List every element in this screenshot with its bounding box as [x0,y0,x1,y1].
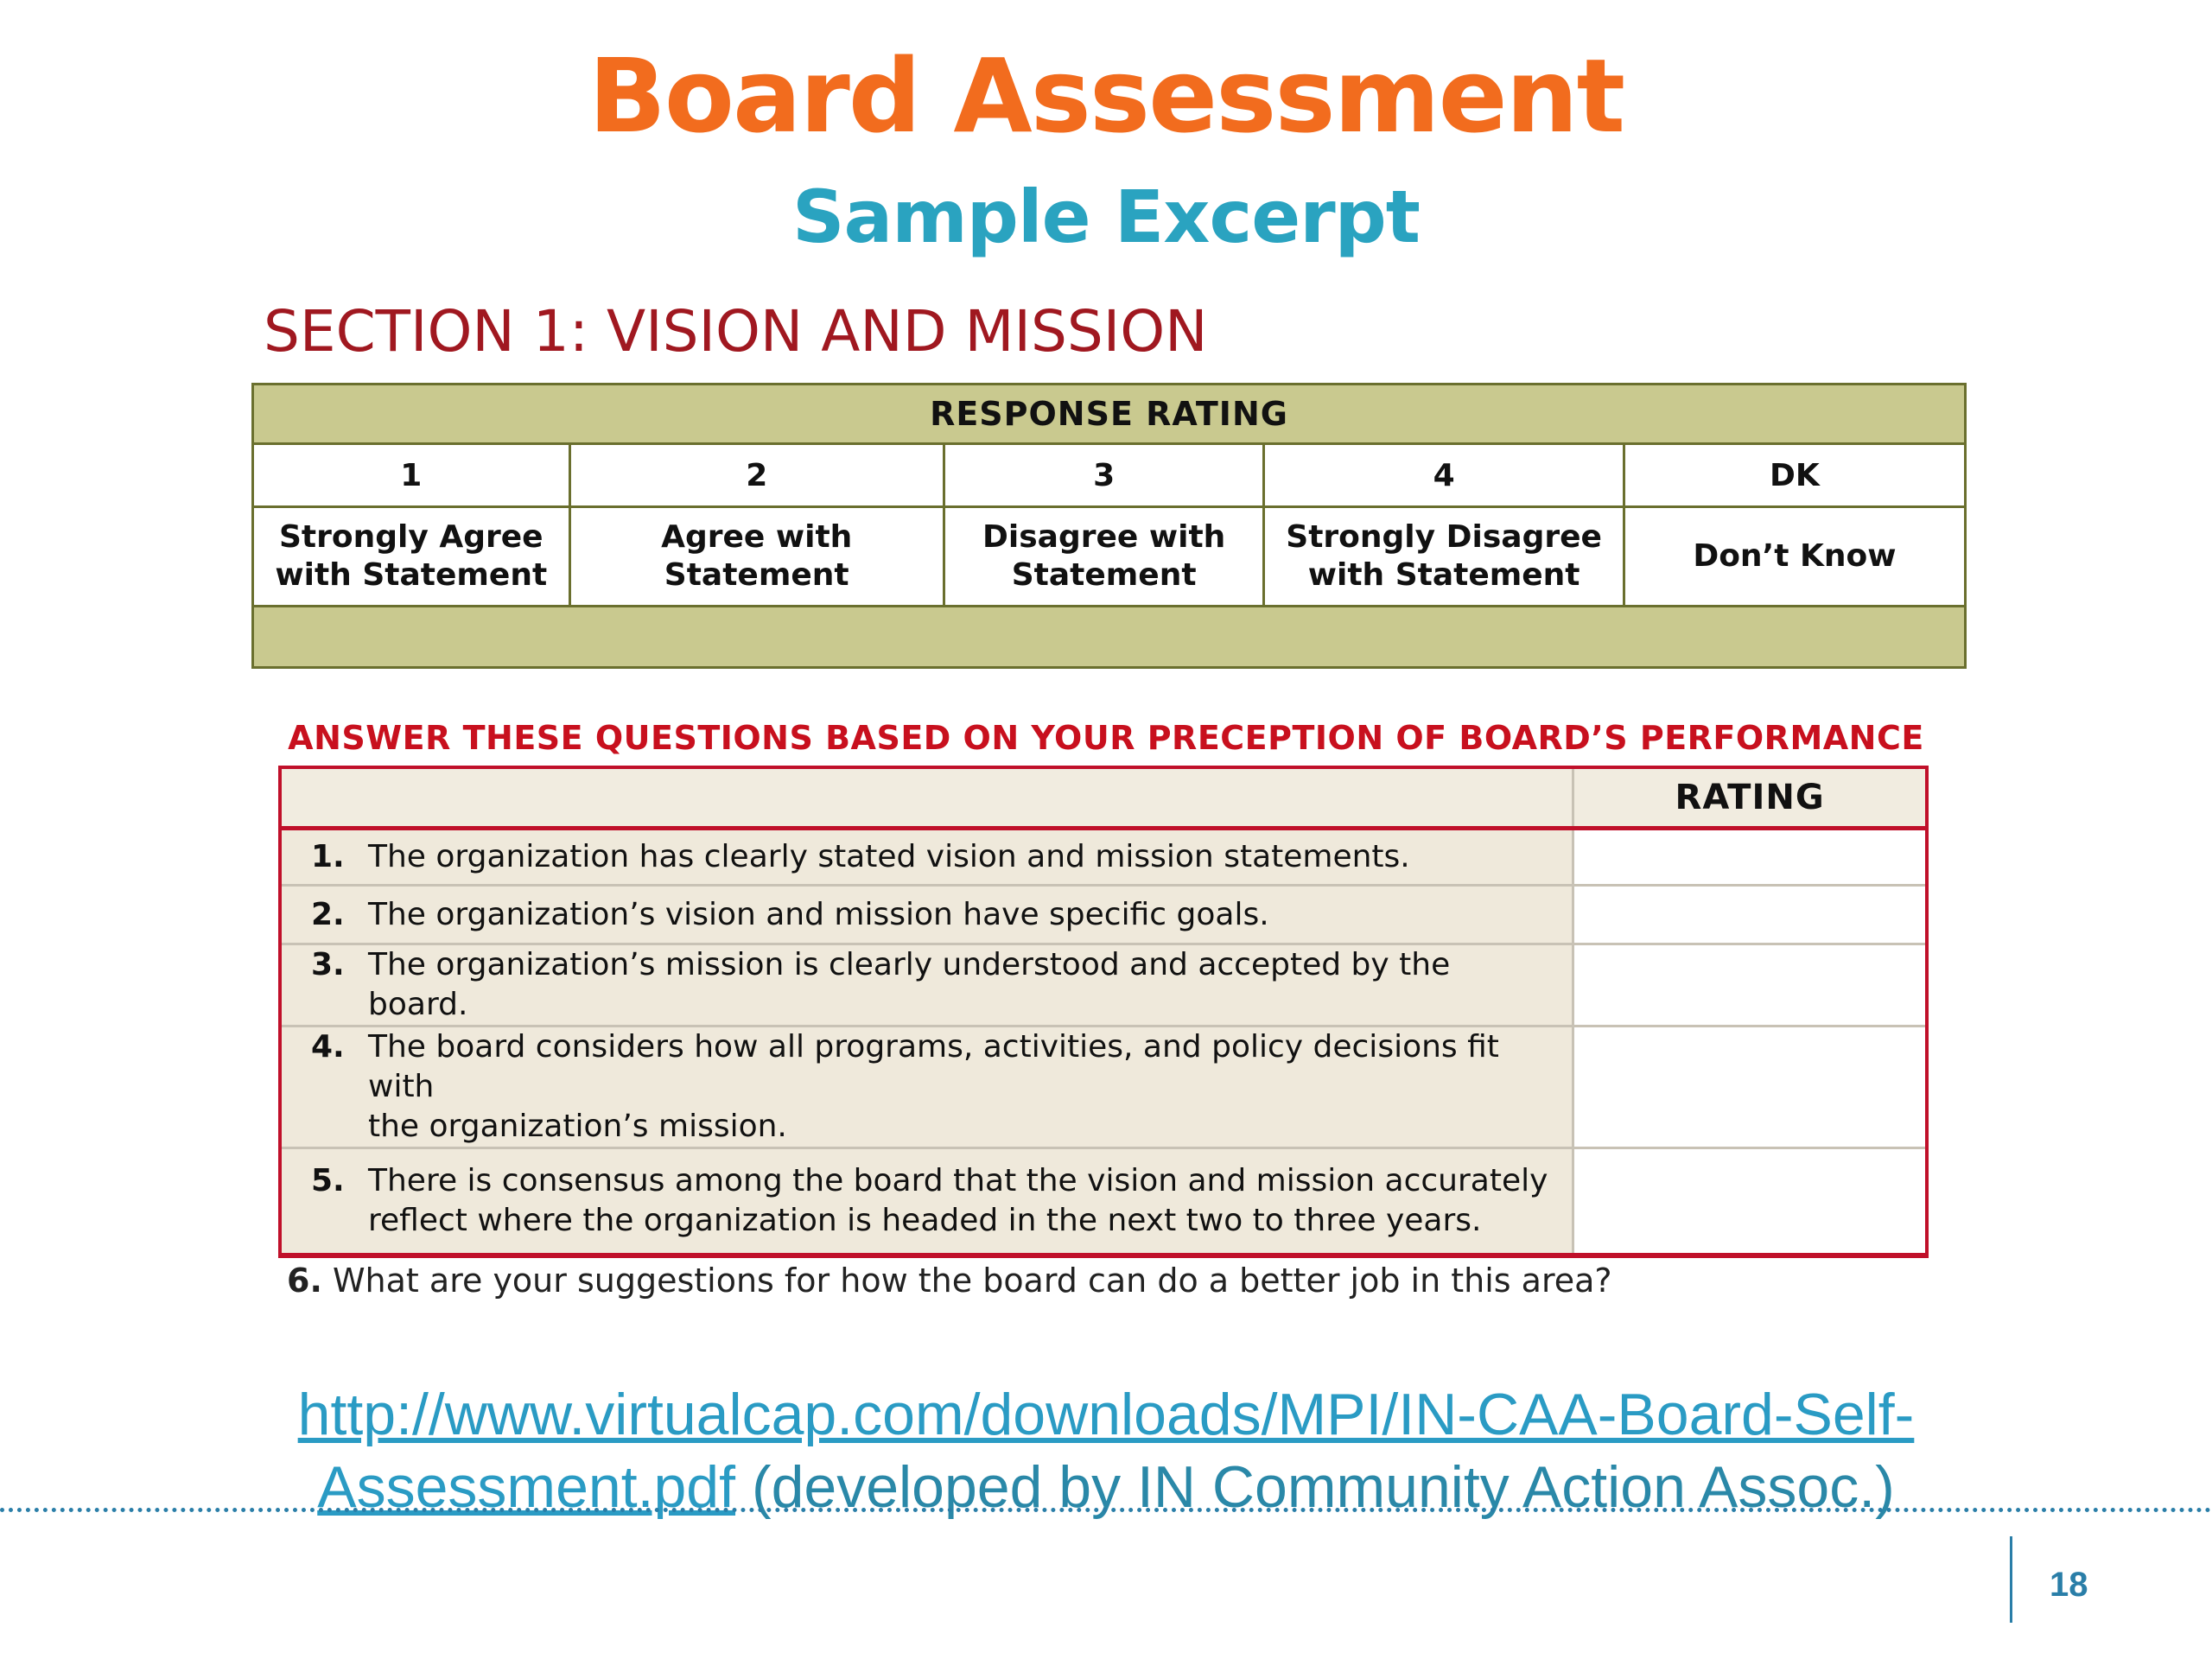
questions-instruction: ANSWER THESE QUESTIONS BASED ON YOUR PRECEPTION OF BOARD’S PERFORMANCE [288,719,1924,757]
rating-code-3: 3 [944,444,1264,507]
question-number: 5. [311,1162,345,1198]
question-number: 1. [311,839,345,874]
rating-desc-line: with Statement [275,557,548,593]
question-row-2 [280,886,1927,944]
question-text-cell [280,1148,1573,1255]
rating-description-row [253,507,1966,607]
rating-code-1: 1 [253,444,570,507]
slide-subtitle: Sample Excerpt [792,175,1420,259]
source-citation [0,1378,2212,1523]
question-text: The organization’s mission is clearly understood and accepted by the board. [368,947,1451,1022]
rating-desc-dk [1624,507,1965,607]
rating-desc-1 [253,507,570,607]
rating-column-header: RATING [1573,767,1927,829]
rating-desc-line: with Statement [1307,557,1580,593]
section-heading: SECTION 1: VISION AND MISSION [264,298,1208,365]
question-text: There is consensus among the board that the vision and mission accurately [368,1162,1548,1198]
question-text: The organization has clearly stated vision and mission statements. [368,839,1410,874]
response-rating-footer-row [253,607,1966,668]
response-rating-footer [253,607,1966,668]
rating-input-cell[interactable] [1573,1148,1927,1255]
question-text-cell [280,1027,1573,1148]
slide-title: Board Assessment [588,36,1624,156]
question-text: The board considers how all programs, activities, and policy decisions fit with [368,1029,1499,1104]
question-row-1 [280,829,1927,886]
rating-desc-line: Statement [1011,557,1197,593]
rating-desc-line: Statement [664,557,849,593]
question-text: the organization’s mission. [368,1109,787,1144]
followup-question [287,1262,1612,1300]
questions-header-blank [280,767,1573,829]
response-rating-header: RESPONSE RATING [253,385,1966,444]
rating-desc-line: Disagree with [982,519,1226,555]
rating-input-cell[interactable] [1573,886,1927,944]
source-link-line2[interactable]: Assessment.pdf [317,1454,736,1520]
question-row-3 [280,944,1927,1027]
rating-input-cell[interactable] [1573,944,1927,1027]
rating-input-cell[interactable] [1573,1027,1927,1148]
response-rating-header-row [253,385,1966,444]
footer-dotted-rule [0,1508,2212,1512]
rating-desc-line: Don’t Know [1693,538,1897,574]
followup-text: What are your suggestions for how the board can do a better job in this area? [332,1262,1612,1300]
rating-desc-line: Strongly Agree [278,519,543,555]
question-number: 4. [311,1029,345,1065]
rating-desc-2 [569,507,944,607]
rating-code-row [253,444,1966,507]
question-text-cell [280,886,1573,944]
page-number-divider [2010,1536,2012,1623]
rating-desc-line: Agree with [661,519,853,555]
question-text-cell [280,829,1573,886]
questions-table [278,766,1929,1258]
source-credit: (developed by IN Community Action Assoc.) [751,1454,1895,1520]
rating-code-2: 2 [569,444,944,507]
question-row-5 [280,1148,1927,1255]
page-number: 18 [2050,1566,2088,1604]
source-link-line1[interactable]: http://www.virtualcap.com/downloads/MPI/IN-CAA-Board-Self- [297,1382,1915,1447]
rating-code-dk: DK [1624,444,1965,507]
question-text-cell [280,944,1573,1027]
rating-desc-3 [944,507,1264,607]
rating-desc-line: Strongly Disagree [1286,519,1602,555]
rating-desc-4 [1264,507,1624,607]
question-text: reflect where the organization is headed in the next two to three years. [368,1202,1482,1238]
rating-code-4: 4 [1264,444,1624,507]
question-number: 2. [311,896,345,932]
question-row-4 [280,1027,1927,1148]
response-rating-table [251,383,1967,669]
question-number: 3. [311,947,345,982]
question-text: The organization’s vision and mission have specific goals. [368,896,1269,932]
followup-number: 6. [287,1262,322,1300]
questions-header-row [280,767,1927,829]
rating-input-cell[interactable] [1573,829,1927,886]
